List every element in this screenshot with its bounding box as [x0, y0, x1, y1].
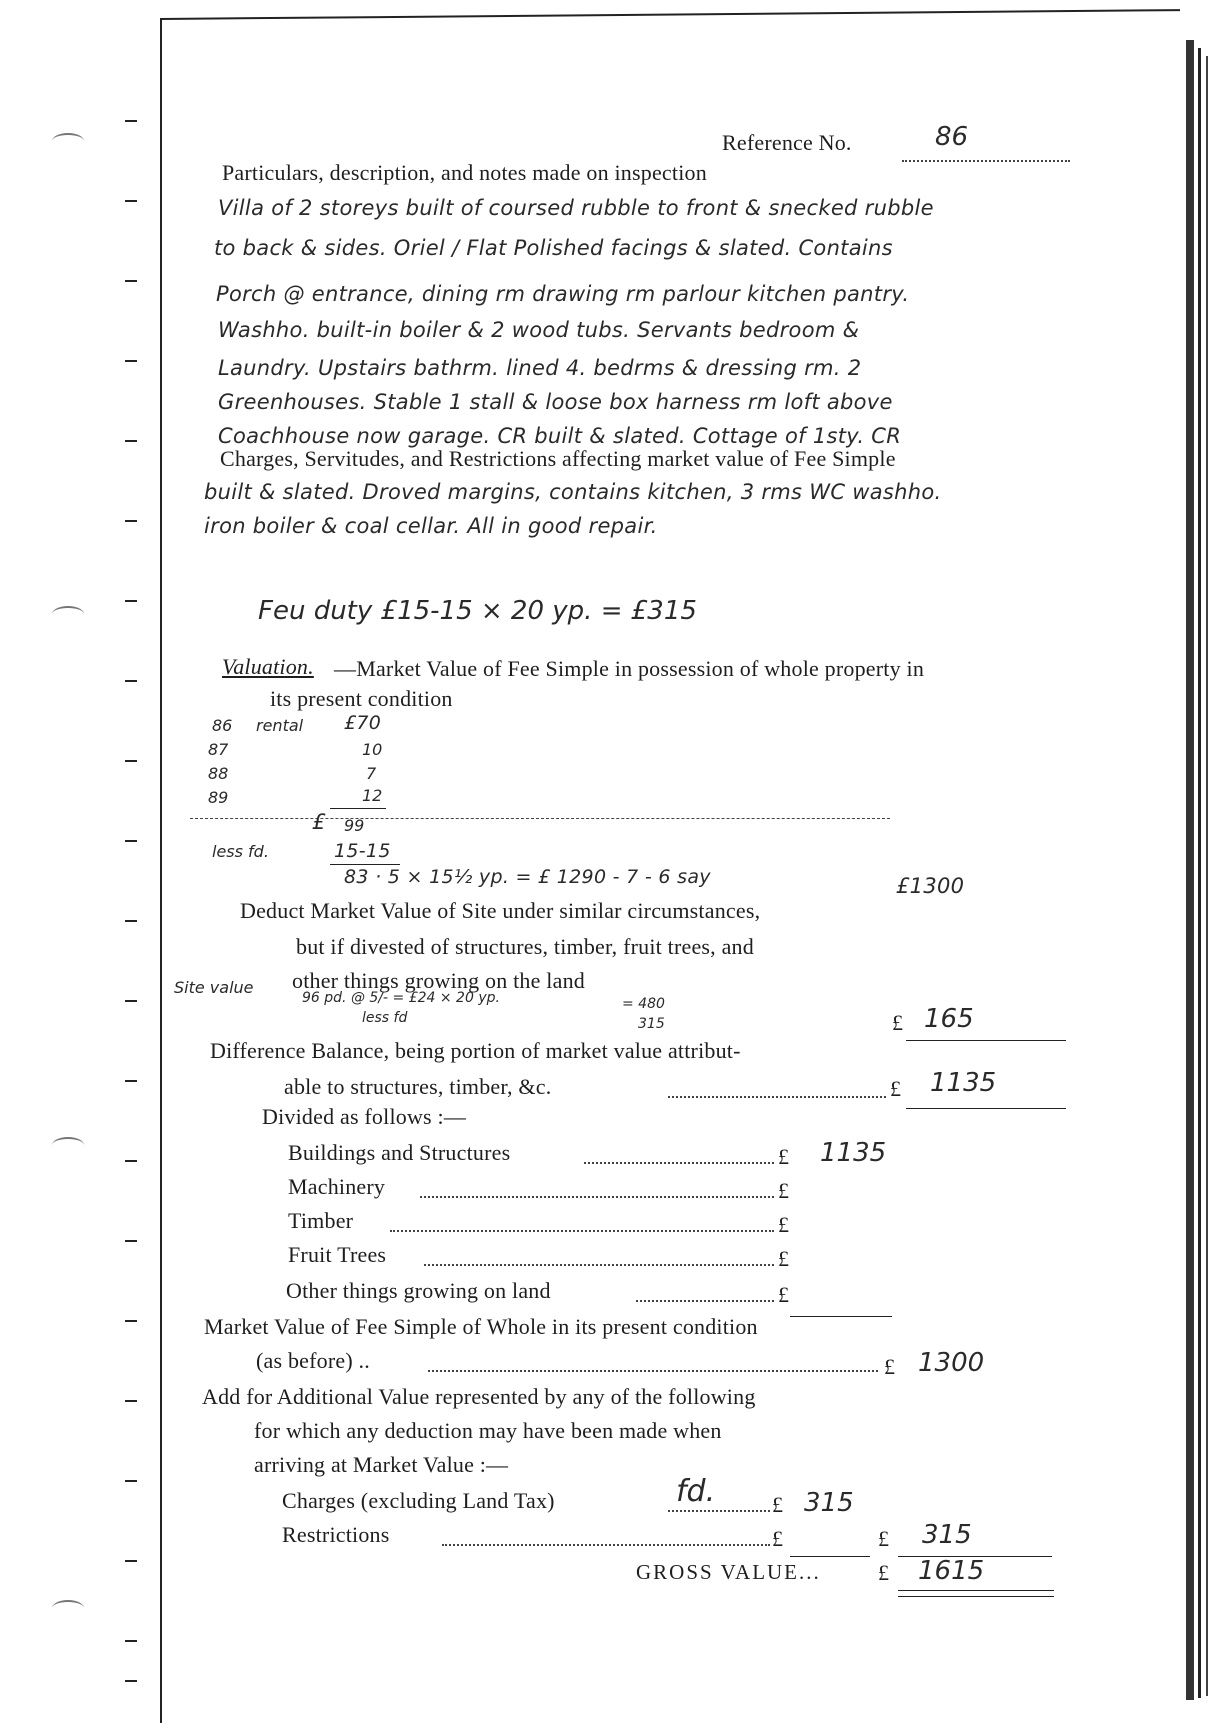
edge-tick [125, 1160, 137, 1162]
punch-hole [52, 1137, 84, 1153]
whole-text: (as before) .. [256, 1348, 370, 1373]
particulars-heading: Particulars, description, and notes made on inspection [222, 160, 707, 185]
edge-tick [125, 1080, 137, 1082]
whole-amount: 1300 [918, 1348, 985, 1378]
divided-item-label: Buildings and Structures [288, 1140, 511, 1165]
reference-value: 86 [935, 122, 969, 152]
divided-dots [424, 1264, 774, 1266]
edge-tick [125, 1480, 137, 1482]
rental-ref: 89 [208, 788, 229, 807]
site-value-calc: 96 pd. @ 5/- = £24 × 20 yp. [302, 990, 500, 1006]
rental-amount: 10 [362, 740, 383, 759]
edge-tick [125, 440, 137, 442]
divided-item-pound: £ [778, 1282, 790, 1307]
charges-excluding-amount: 315 [804, 1488, 854, 1518]
less-amount: 15-15 [334, 840, 391, 862]
restrictions-underline [790, 1556, 870, 1557]
page-right-edge [1186, 40, 1194, 1700]
additional-total-pound: £ [878, 1526, 890, 1551]
additional-text: arriving at Market Value :— [254, 1452, 509, 1477]
additional-text: Add for Additional Value represented by any of the following [202, 1384, 756, 1409]
deduct-amount: 165 [924, 1004, 974, 1034]
gross-value-pound: £ [878, 1560, 890, 1585]
site-value-less-amount: 315 [638, 1016, 665, 1032]
charges-line: built & slated. Droved margins, contains kitchen, 3 rms WC washho. [204, 480, 942, 504]
edge-tick [125, 1320, 137, 1322]
divided-item-pound: £ [778, 1246, 790, 1271]
edge-tick [125, 840, 137, 842]
less-sum-line [330, 864, 400, 865]
difference-underline [906, 1108, 1066, 1109]
divided-underline [790, 1316, 892, 1317]
deduct-text: Deduct Market Value of Site under similar circumstances, [240, 898, 761, 923]
charges-excluding-note: fd. [676, 1474, 716, 1509]
edge-tick [125, 1640, 137, 1642]
market-value-amount: £1300 [896, 874, 965, 898]
difference-pound: £ [890, 1076, 902, 1101]
less-label: less fd. [212, 842, 269, 861]
page-right-edge-2 [1198, 48, 1201, 1698]
divided-heading: Divided as follows :— [262, 1104, 467, 1129]
particulars-line: Villa of 2 storeys built of coursed rubble to front & snecked rubble [218, 196, 934, 220]
rental-note: rental [256, 716, 304, 735]
particulars-line: Coachhouse now garage. CR built & slated. Cottage of 1sty. CR [218, 424, 902, 448]
punch-hole [52, 1600, 84, 1616]
particulars-line: Porch @ entrance, dining rm drawing rm parlour kitchen pantry. [216, 282, 910, 306]
valuation-text: —Market Value of Fee Simple in possession of whole property in [334, 656, 925, 681]
gross-value-label: GROSS VALUE... [636, 1560, 821, 1584]
edge-tick [125, 200, 137, 202]
edge-tick [125, 760, 137, 762]
divided-dots [584, 1162, 774, 1164]
deduct-underline [906, 1040, 1066, 1041]
particulars-line: Washho. built-in boiler & 2 wood tubs. Servants bedroom & [218, 318, 860, 342]
particulars-line: to back & sides. Oriel / Flat Polished facings & slated. Contains [214, 236, 893, 260]
edge-tick [125, 1680, 137, 1682]
rental-ref: 86 [212, 716, 233, 735]
punch-hole [52, 606, 84, 622]
rental-dotted-line [190, 818, 890, 819]
edge-tick [125, 1400, 137, 1402]
divided-item-label: Fruit Trees [288, 1242, 387, 1267]
page-left-border [160, 18, 162, 1723]
site-value-less: less fd [362, 1010, 408, 1026]
whole-pound: £ [884, 1354, 896, 1379]
difference-text: able to structures, timber, &c. [284, 1074, 552, 1099]
edge-tick [125, 1000, 137, 1002]
edge-tick [125, 600, 137, 602]
edge-tick [125, 360, 137, 362]
difference-text: Difference Balance, being portion of market value attribut- [210, 1038, 741, 1063]
divided-dots [420, 1196, 774, 1198]
divided-dots [636, 1300, 774, 1302]
deduct-text: other things growing on the land [292, 968, 585, 993]
rental-amount: 12 [362, 786, 383, 805]
charges-line: iron boiler & coal cellar. All in good repair. [204, 514, 658, 538]
edge-tick [125, 120, 137, 122]
restrictions-label: Restrictions [282, 1522, 390, 1547]
edge-tick [125, 280, 137, 282]
feu-duty: Feu duty £15-15 × 20 yp. = £315 [258, 596, 697, 626]
deduct-pound: £ [892, 1010, 904, 1035]
difference-amount: 1135 [930, 1068, 997, 1098]
deduct-text: but if divested of structures, timber, fruit trees, and [296, 934, 754, 959]
rental-amount: £70 [344, 712, 382, 734]
net-calc: 83 · 5 × 15½ yp. = £ 1290 - 7 - 6 say [344, 866, 711, 888]
rental-ref: 88 [208, 764, 229, 783]
divided-item-pound: £ [778, 1178, 790, 1203]
valuation-text-2: its present condition [270, 686, 453, 711]
restrictions-dots [442, 1544, 770, 1546]
page-right-edge-3 [1206, 56, 1208, 1696]
gross-value-double-underline [898, 1596, 1054, 1597]
difference-dots [668, 1096, 886, 1098]
divided-item-pound: £ [778, 1144, 790, 1169]
edge-tick [125, 1240, 137, 1242]
edge-tick [125, 920, 137, 922]
edge-tick [125, 1560, 137, 1562]
gross-value-amount: 1615 [918, 1556, 985, 1586]
valuation-label: Valuation. [222, 654, 314, 679]
rental-total-symbol: £ [312, 810, 326, 834]
additional-total-amount: 315 [922, 1520, 972, 1550]
rental-total: 99 [344, 816, 365, 835]
edge-tick [125, 520, 137, 522]
divided-item-amount: 1135 [820, 1138, 887, 1168]
divided-item-label: Timber [288, 1208, 354, 1233]
punch-hole [52, 133, 84, 149]
divided-item-label: Other things growing on land [286, 1278, 551, 1303]
additional-text: for which any deduction may have been made when [254, 1418, 722, 1443]
divided-item-pound: £ [778, 1212, 790, 1237]
charges-heading: Charges, Servitudes, and Restrictions affecting market value of Fee Simple [220, 446, 896, 471]
particulars-line: Greenhouses. Stable 1 stall & loose box harness rm loft above [218, 390, 893, 414]
rental-ref: 87 [208, 740, 229, 759]
gross-value-underline [898, 1590, 1054, 1591]
site-value-gross: = 480 [622, 996, 665, 1012]
charges-excluding-pound: £ [772, 1492, 784, 1517]
site-value-label: Site value [174, 978, 254, 997]
restrictions-pound: £ [772, 1526, 784, 1551]
reference-dotted-line [902, 160, 1070, 162]
charges-excluding-dots [668, 1510, 770, 1512]
particulars-line: Laundry. Upstairs bathrm. lined 4. bedrms & dressing rm. 2 [218, 356, 862, 380]
rental-sum-line [330, 808, 386, 809]
edge-tick [125, 680, 137, 682]
whole-text: Market Value of Fee Simple of Whole in its present condition [204, 1314, 758, 1339]
rental-amount: 7 [366, 764, 377, 783]
whole-dots [428, 1370, 878, 1372]
divided-dots [390, 1230, 774, 1232]
divided-item-label: Machinery [288, 1174, 386, 1199]
page-top-border [160, 9, 1180, 20]
charges-excluding-label: Charges (excluding Land Tax) [282, 1488, 555, 1513]
reference-label: Reference No. [722, 130, 852, 155]
